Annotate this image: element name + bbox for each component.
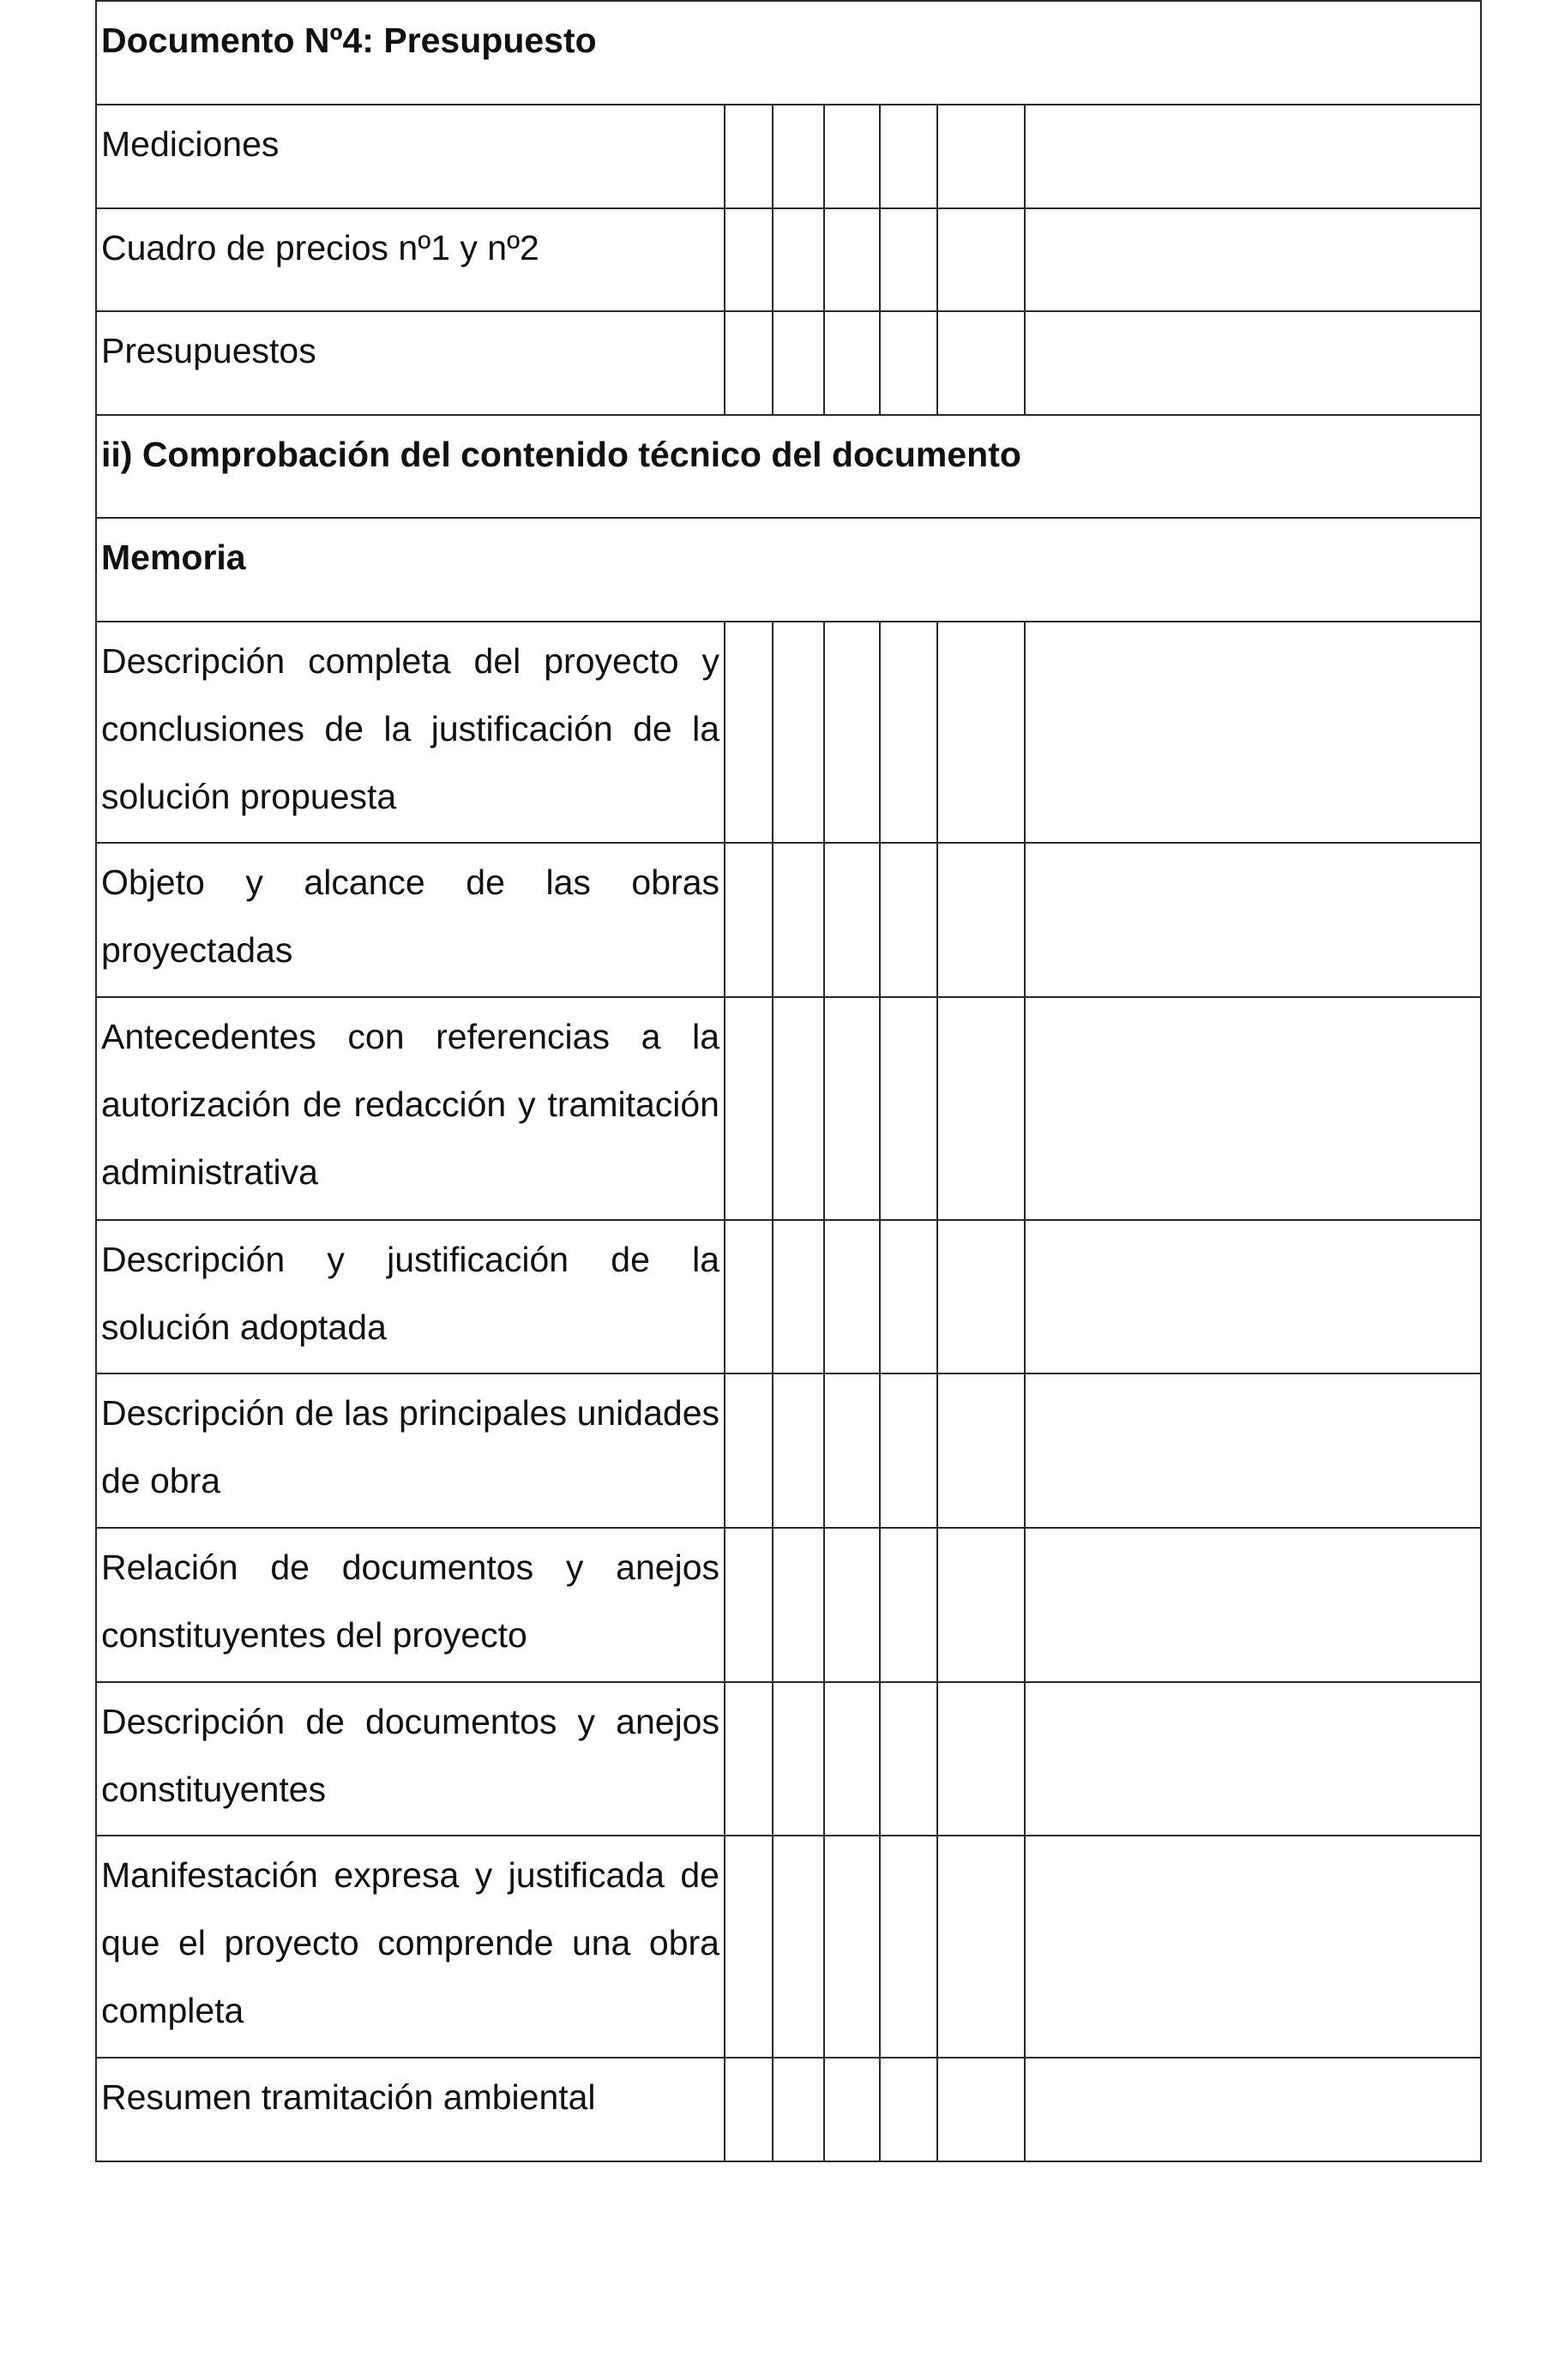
table-row: [96, 1682, 1481, 1836]
item-label: Mediciones: [96, 105, 725, 208]
check-cell[interactable]: [725, 1528, 773, 1682]
observations-cell[interactable]: [1025, 105, 1481, 208]
item-label: Manifestación expresa y justificada de que el proyecto comprende una obra completa: [96, 1836, 725, 2058]
check-cell[interactable]: [937, 311, 1025, 415]
check-cell[interactable]: [937, 208, 1025, 311]
table-row: [96, 997, 1481, 1220]
item-label: Relación de documentos y anejos constituyentes del proyecto: [96, 1528, 725, 1682]
table-row: [96, 208, 1481, 311]
check-cell[interactable]: [773, 311, 824, 415]
check-cell[interactable]: [725, 208, 773, 311]
check-cell[interactable]: [824, 1836, 880, 2058]
item-label: Descripción de las principales unidades de obra: [96, 1373, 725, 1528]
table-row: [96, 1528, 1481, 1682]
check-cell[interactable]: [725, 1220, 773, 1373]
check-cell[interactable]: [773, 622, 824, 843]
check-cell[interactable]: [880, 1528, 937, 1682]
check-cell[interactable]: [725, 997, 773, 1220]
check-cell[interactable]: [773, 2058, 824, 2161]
table-row: [96, 622, 1481, 843]
observations-cell[interactable]: [1025, 1373, 1481, 1528]
check-cell[interactable]: [880, 208, 937, 311]
table-row: [96, 311, 1481, 415]
check-cell[interactable]: [824, 622, 880, 843]
check-cell[interactable]: [773, 1836, 824, 2058]
check-cell[interactable]: [773, 1528, 824, 1682]
observations-cell[interactable]: [1025, 311, 1481, 415]
check-cell[interactable]: [773, 1682, 824, 1836]
check-cell[interactable]: [937, 1836, 1025, 2058]
item-label: Descripción completa del proyecto y conclusiones de la justificación de la solución propuesta: [96, 622, 725, 843]
item-label: Presupuestos: [96, 311, 725, 415]
check-cell[interactable]: [880, 1220, 937, 1373]
table-row: [96, 1836, 1481, 2058]
check-cell[interactable]: [880, 622, 937, 843]
check-cell[interactable]: [773, 105, 824, 208]
item-label: Antecedentes con referencias a la autorización de redacción y tramitación administrativa: [96, 997, 725, 1220]
check-cell[interactable]: [824, 843, 880, 997]
observations-cell[interactable]: [1025, 843, 1481, 997]
section-title: ii) Comprobación del contenido técnico del documento: [96, 415, 1481, 518]
check-cell[interactable]: [725, 311, 773, 415]
observations-cell[interactable]: [1025, 1682, 1481, 1836]
check-cell[interactable]: [824, 311, 880, 415]
check-cell[interactable]: [937, 1528, 1025, 1682]
section-row: [96, 415, 1481, 518]
check-cell[interactable]: [880, 843, 937, 997]
check-cell[interactable]: [880, 2058, 937, 2161]
check-cell[interactable]: [725, 843, 773, 997]
observations-cell[interactable]: [1025, 208, 1481, 311]
check-cell[interactable]: [725, 2058, 773, 2161]
check-cell[interactable]: [725, 1836, 773, 2058]
check-cell[interactable]: [937, 2058, 1025, 2161]
section-title: Documento Nº4: Presupuesto: [96, 1, 1481, 105]
observations-cell[interactable]: [1025, 1220, 1481, 1373]
check-cell[interactable]: [937, 1373, 1025, 1528]
check-cell[interactable]: [773, 843, 824, 997]
check-cell[interactable]: [824, 105, 880, 208]
section-row: [96, 518, 1481, 622]
table-row: [96, 843, 1481, 997]
check-cell[interactable]: [937, 1682, 1025, 1836]
check-cell[interactable]: [773, 208, 824, 311]
table-row: [96, 1220, 1481, 1373]
check-cell[interactable]: [773, 1373, 824, 1528]
observations-cell[interactable]: [1025, 1836, 1481, 2058]
section-row: [96, 1, 1481, 105]
check-cell[interactable]: [937, 997, 1025, 1220]
check-cell[interactable]: [824, 1682, 880, 1836]
item-label: Descripción y justificación de la solución adoptada: [96, 1220, 725, 1373]
check-cell[interactable]: [824, 2058, 880, 2161]
item-label: Descripción de documentos y anejos constituyentes: [96, 1682, 725, 1836]
check-cell[interactable]: [824, 1220, 880, 1373]
observations-cell[interactable]: [1025, 622, 1481, 843]
check-cell[interactable]: [824, 208, 880, 311]
check-cell[interactable]: [773, 1220, 824, 1373]
check-cell[interactable]: [880, 997, 937, 1220]
table-row: [96, 105, 1481, 208]
section-title: Memoria: [96, 518, 1481, 622]
check-cell[interactable]: [880, 1836, 937, 2058]
check-cell[interactable]: [937, 843, 1025, 997]
item-label: Objeto y alcance de las obras proyectadas: [96, 843, 725, 997]
check-cell[interactable]: [880, 311, 937, 415]
check-cell[interactable]: [880, 1373, 937, 1528]
check-cell[interactable]: [880, 105, 937, 208]
check-cell[interactable]: [725, 622, 773, 843]
check-cell[interactable]: [824, 997, 880, 1220]
check-cell[interactable]: [824, 1528, 880, 1682]
item-label: Resumen tramitación ambiental: [96, 2058, 725, 2161]
observations-cell[interactable]: [1025, 2058, 1481, 2161]
check-cell[interactable]: [824, 1373, 880, 1528]
checklist-table: [95, 0, 1482, 2162]
check-cell[interactable]: [937, 105, 1025, 208]
check-cell[interactable]: [937, 1220, 1025, 1373]
check-cell[interactable]: [725, 105, 773, 208]
table-row: [96, 1373, 1481, 1528]
check-cell[interactable]: [937, 622, 1025, 843]
check-cell[interactable]: [725, 1373, 773, 1528]
item-label: Cuadro de precios nº1 y nº2: [96, 208, 725, 311]
check-cell[interactable]: [773, 997, 824, 1220]
observations-cell[interactable]: [1025, 997, 1481, 1220]
checklist-body: [96, 1, 1481, 2161]
table-row: [96, 2058, 1481, 2161]
check-cell[interactable]: [880, 1682, 937, 1836]
check-cell[interactable]: [725, 1682, 773, 1836]
observations-cell[interactable]: [1025, 1528, 1481, 1682]
